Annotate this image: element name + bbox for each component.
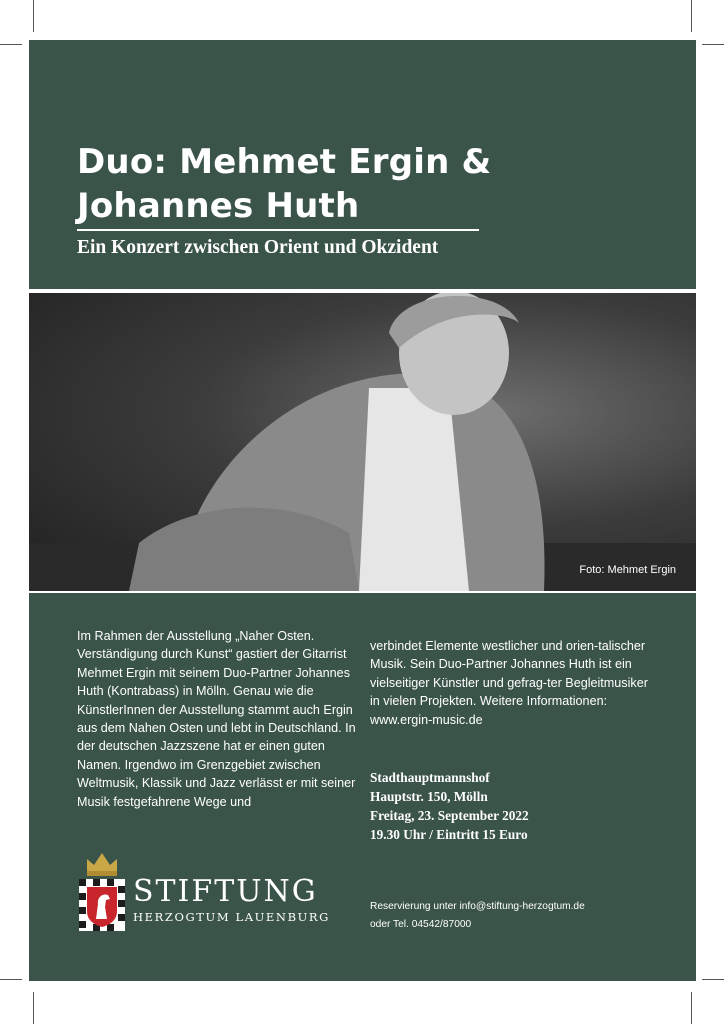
- crop-mark: [33, 992, 34, 1024]
- reservation-info: [370, 898, 585, 934]
- guitarist-illustration: [29, 293, 696, 591]
- logo-subtitle: HERZOGTUM LAUENBURG: [133, 910, 330, 924]
- reservation-phone: oder Tel. 04542/87000: [370, 919, 472, 930]
- musician-photo: [29, 293, 696, 591]
- photo-credit: Foto: Mehmet Ergin: [579, 564, 676, 576]
- coat-of-arms-icon: [77, 849, 127, 935]
- crop-mark: [0, 44, 22, 45]
- page-subtitle: Ein Konzert zwischen Orient und Okzident: [77, 237, 439, 258]
- event-date: Freitag, 23. September 2022: [370, 808, 529, 823]
- crop-mark: [691, 992, 692, 1024]
- foundation-logo: [77, 849, 347, 935]
- logo-wordmark: STIFTUNG: [133, 874, 318, 909]
- body-text-left: Im Rahmen der Ausstellung „Naher Osten. Verständigung durch Kunst“ gastiert der Gitarrist Mehmet Ergin mit seinem Duo-Partner Johannes Huth (Kontrabass) in Mölln. Genau wie die KünstlerInnen der Ausstellung stammt auch Ergin aus dem Nahen Osten und lebt in Deutschland. In der deutschen Jazzszene hat er einen guten Namen. Irgendwo im Grenzgebiet zwischen Weltmusik, Klassik und Jazz verlässt er mit seiner Musik festgefahrene Wege und: [77, 629, 356, 809]
- event-address: Hauptstr. 150, Mölln: [370, 789, 488, 804]
- body-text-right: verbindet Elemente westlicher und orien-talischer Musik. Sein Duo-Partner Johannes Huth ist ein vielseitiger Künstler und gefrag-ter Begleitmusiker in vielen Projekten. Weitere Informationen: www.ergin-music.de: [370, 639, 648, 727]
- crop-mark: [33, 0, 34, 32]
- event-time-price: 19.30 Uhr / Eintritt 15 Euro: [370, 827, 528, 842]
- title-divider: [77, 229, 479, 231]
- event-venue: Stadthauptmannshof: [370, 770, 490, 785]
- crop-mark: [691, 0, 692, 32]
- crop-mark: [702, 44, 724, 45]
- event-details: [370, 768, 529, 844]
- page-title: Duo: Mehmet Ergin & Johannes Huth: [77, 142, 492, 226]
- reservation-email: Reservierung unter info@stiftung-herzogtum.de: [370, 901, 585, 912]
- crop-mark: [0, 979, 22, 980]
- crop-mark: [702, 979, 724, 980]
